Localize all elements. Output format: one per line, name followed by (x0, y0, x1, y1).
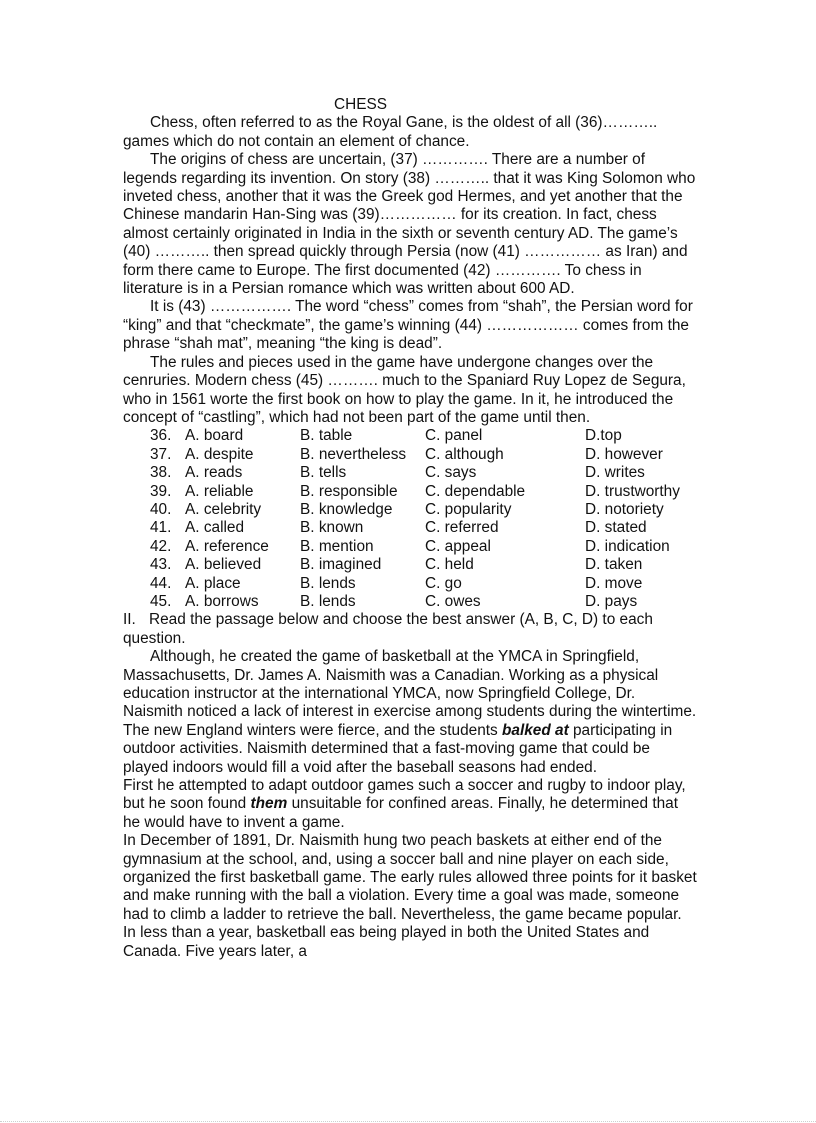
option-a: A. borrows (185, 592, 259, 610)
option-a: A. reads (185, 464, 243, 482)
chess-paragraph-4: The rules and pieces used in the game have undergone changes over the cenruries. Modern chess (45) ………. much to the Spaniard Ruy Lopez de Segura, who in 1561 worte the first book on how to play the game. In it, he introduced the concept of “castling”, which had not been part of the game until then. (123, 353, 686, 426)
option-b: B. knowledge (300, 500, 393, 518)
option-c: C. owes (425, 592, 481, 610)
option-row-36 (150, 427, 680, 445)
option-d: D. move (585, 574, 643, 592)
text-span: First he attempted to adapt outdoor games such a soccer and rugby to indoor play, but he soon found (123, 777, 686, 813)
option-row-45 (150, 593, 680, 611)
option-row-39 (150, 483, 680, 501)
option-b: B. mention (300, 537, 374, 555)
option-b: B. imagined (300, 556, 382, 574)
option-c: C. dependable (425, 482, 526, 500)
option-b: B. table (300, 427, 353, 445)
option-a: A. reference (185, 537, 269, 555)
option-a: A. despite (185, 445, 254, 463)
option-d: D. taken (585, 556, 643, 574)
option-c: C. panel (425, 427, 483, 445)
option-d: D. pays (585, 592, 638, 610)
basketball-paragraph-2 (123, 777, 698, 832)
option-d: D. stated (585, 519, 647, 537)
option-b: B. known (300, 519, 364, 537)
option-row-43 (150, 556, 680, 574)
option-d: D. notoriety (585, 500, 664, 518)
section-instruction: Read the passage below and choose the best answer (A, B, C, D) to each question. (123, 611, 653, 647)
option-a: A. believed (185, 556, 262, 574)
question-number: 40. (150, 500, 172, 518)
question-number: 39. (150, 482, 172, 500)
section-2-heading (123, 611, 698, 648)
option-b: B. lends (300, 574, 356, 592)
text-span: unsuitable for confined areas. Finally, he determined that he would have to invent a game. (123, 795, 678, 831)
option-row-40 (150, 501, 680, 519)
chess-paragraph-2: The origins of chess are uncertain, (37) …………. There are a number of legends regarding its invention. On story (38) ……….. that it was King Solomon who inveted chess, another that it was the Greek god Hermes, and yet another that the Chinese mandarin Han-Sing was (39)…………… for its creation. In fact, chess almost certainly originated in India in the sixth or seventh century AD. The game’s (40) ……….. then spread quickly through Persia (now (41) …………… as Iran) and form there came to Europe. The first documented (42) …………. To chess in literature is in a Persian romance which was written about 600 AD. (123, 151, 696, 298)
question-number: 44. (150, 574, 172, 592)
page-title: CHESS (333, 96, 388, 113)
option-d: D. writes (585, 464, 645, 482)
question-number: 43. (150, 556, 172, 574)
option-row-38 (150, 464, 680, 482)
option-c: C. says (425, 464, 477, 482)
option-a: A. board (185, 427, 244, 445)
option-b: B. lends (300, 592, 356, 610)
option-row-44 (150, 575, 680, 593)
option-row-41 (150, 519, 680, 537)
emphasized-word-them: them (250, 795, 288, 813)
option-a: A. reliable (185, 482, 254, 500)
text-span: Although, he created the game of basketball at the YMCA in Springfield, Massachusetts, Dr. James A. Naismith was a Canadian. Working as a physical education instructor at the international YMCA, now Springfield College, Dr. Naismith noticed a lack of interest in exercise among students during the wintertime. The new England winters were fierce, and the students (123, 648, 697, 739)
option-a: A. called (185, 519, 245, 537)
basketball-paragraph-1 (123, 648, 698, 777)
option-a: A. celebrity (185, 500, 262, 518)
option-row-42 (150, 538, 680, 556)
answer-options-table (150, 427, 680, 611)
basketball-paragraph-3: In December of 1891, Dr. Naismith hung two peach baskets at either end of the gymnasium at the school, and, using a soccer ball and nine player on each side, organized the first basketball game. The early rules allowed three points for it basket and make running with the ball a violation. Every time a goal was made, someone had to climb a ladder to retrieve the ball. Nevertheless, the game became popular. In less than a year, basketball eas being played in both the United States and Canada. Five years later, a (123, 832, 697, 960)
option-d: D. however (585, 445, 663, 463)
question-number: 36. (150, 427, 172, 445)
option-c: C. popularity (425, 500, 512, 518)
option-row-37 (150, 446, 680, 464)
question-number: 37. (150, 445, 172, 463)
option-b: B. nevertheless (300, 445, 407, 463)
option-c: C. referred (425, 519, 499, 537)
question-number: 42. (150, 537, 172, 555)
option-d: D.top (585, 427, 622, 445)
option-d: D. trustworthy (585, 482, 680, 500)
document-page (123, 96, 698, 961)
question-number: 45. (150, 592, 172, 610)
option-b: B. responsible (300, 482, 398, 500)
option-c: C. held (425, 556, 474, 574)
option-a: A. place (185, 574, 241, 592)
option-c: C. go (425, 574, 462, 592)
section-number: II. (123, 611, 136, 629)
emphasized-phrase-balked-at: balked at (502, 721, 569, 739)
option-c: C. appeal (425, 537, 491, 555)
question-number: 38. (150, 464, 172, 482)
chess-paragraph-3: It is (43) ……………. The word “chess” comes from “shah”, the Persian word for “king” and that “checkmate”, the game’s winning (44) ……………… comes from the phrase “shah mat”, meaning “the king is dead”. (123, 298, 693, 353)
text-span: participating in outdoor activities. Naismith determined that a fast-moving game that could be played indoors would fill a void after the baseball seasons had ended. (123, 721, 673, 776)
option-d: D. indication (585, 537, 670, 555)
chess-paragraph-1: Chess, often referred to as the Royal Gane, is the oldest of all (36)……….. games which do not contain an element of chance. (123, 114, 658, 150)
question-number: 41. (150, 519, 172, 537)
option-b: B. tells (300, 464, 347, 482)
option-c: C. although (425, 445, 504, 463)
